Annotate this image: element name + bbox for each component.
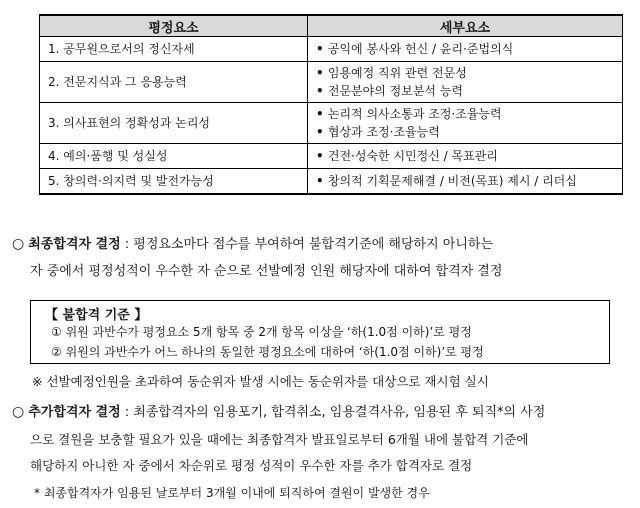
element-cell: 4. 예의·품행 및 성실성 [40, 144, 308, 169]
additional-pass-text: : 최종합격자의 임용포기, 합격취소, 임용결격사유, 임용된 후 퇴직*의 사정 [120, 405, 546, 420]
detail-item: • 건전·성숙한 시민정신 / 목표관리 [316, 147, 614, 165]
detail-cell [308, 144, 623, 169]
header-detail: 세부요소 [308, 15, 623, 37]
table-row [40, 103, 623, 144]
fail-criterion-1: ① 위원 과반수가 평정요소 5개 항목 중 2개 항목 이상을 ‘하(1.0점 이하)’로 평정 [51, 325, 472, 339]
circle-bullet-icon: ○ [12, 404, 25, 420]
element-cell: 1. 공무원으로서의 정신자세 [40, 37, 308, 62]
additional-pass-line2: 으로 결원을 보충할 필요가 있을 때에는 최종합격자 발표일로부터 6개월 내에 불합격 기준에 [30, 432, 529, 447]
table-row [40, 62, 623, 103]
final-pass-text: : 평정요소마다 점수를 부여하여 불합격기준에 해당하지 아니하는 [120, 237, 494, 252]
fail-criterion-2: ② 위원의 과반수가 어느 하나의 동일한 평정요소에 대하여 ‘하(1.0점 이하)’로 평정 [51, 345, 484, 359]
circle-bullet-icon: ○ [12, 236, 25, 252]
table-row [40, 169, 623, 195]
final-pass-line1 [12, 232, 493, 257]
tie-note: ※ 선발예정인원을 초과하여 동순위자 발생 시에는 동순위자를 대상으로 재시험 실시 [32, 374, 489, 389]
detail-item: • 논리적 의사소통과 조정·조율능력 [316, 105, 614, 123]
additional-pass-title: 추가합격자 결정 [28, 405, 121, 420]
header-element: 평정요소 [40, 15, 308, 37]
detail-cell [308, 37, 623, 62]
detail-cell [308, 62, 623, 103]
final-pass-line2: 자 중에서 평정성적이 우수한 자 순으로 선발예정 인원 해당자에 대하여 합격자 결정 [30, 264, 503, 279]
detail-item: • 창의적 기획문제해결 / 비전(목표) 제시 / 리더십 [316, 172, 614, 190]
element-cell: 5. 창의력·의지력 및 발전가능성 [40, 169, 308, 195]
resignation-footnote: * 최종합격자가 임용된 날로부터 3개월 이내에 퇴직하여 결원이 발생한 경우 [34, 486, 430, 500]
table-row [40, 37, 623, 62]
detail-item: • 협상과 조정·조율능력 [316, 123, 614, 141]
detail-cell [308, 169, 623, 195]
fail-criteria-title: 【 불합격 기준 】 [45, 308, 148, 323]
additional-pass-line3: 해당하지 아니한 자 중에서 차순위로 평정 성적이 우수한 자를 추가 합격자로 결정 [30, 458, 473, 473]
evaluation-table [39, 14, 623, 195]
additional-pass-line1 [12, 400, 545, 425]
detail-item: • 임용예정 직위 관련 전문성 [316, 64, 614, 82]
detail-item: • 전문분야의 정보분석 능력 [316, 82, 614, 100]
final-pass-title: 최종합격자 결정 [28, 237, 121, 252]
element-cell: 2. 전문지식과 그 응용능력 [40, 62, 308, 103]
detail-item: • 공익에 봉사와 헌신 / 윤리·준법의식 [316, 40, 614, 58]
table-row [40, 144, 623, 169]
element-cell: 3. 의사표현의 정확성과 논리성 [40, 103, 308, 144]
fail-criteria-box [30, 300, 610, 364]
detail-cell [308, 103, 623, 144]
